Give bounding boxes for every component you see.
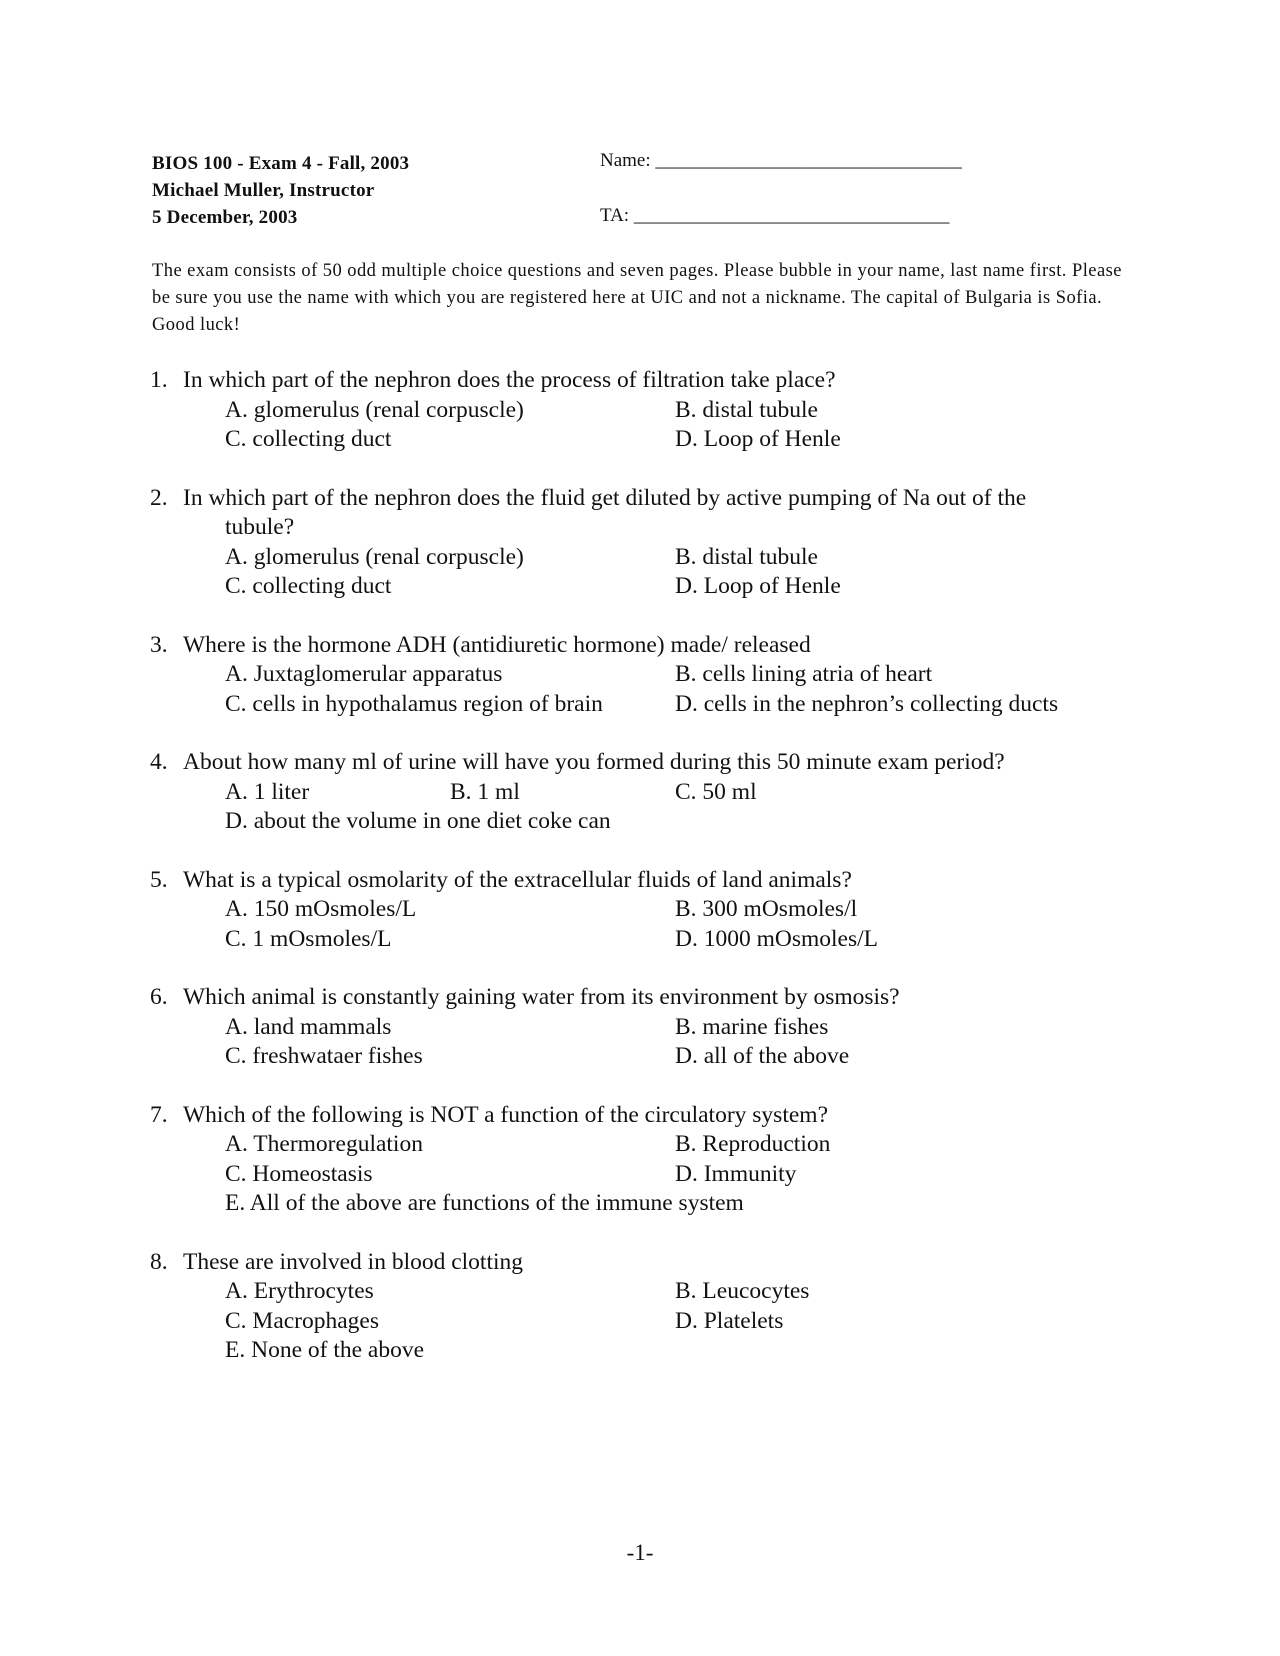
option-c: C. freshwataer fishes (225, 1043, 423, 1069)
option-c: C. 1 mOsmoles/L (225, 925, 392, 952)
option-b: B. distal tubule (675, 543, 818, 570)
question-4 (150, 748, 1150, 837)
exam-header (152, 150, 409, 231)
exam-date: 5 December, 2003 (152, 207, 298, 228)
question-2 (150, 484, 1150, 602)
option-a: A. 1 liter (225, 778, 310, 805)
question-5 (150, 866, 1150, 955)
question-number: 8. (150, 1248, 168, 1275)
question-1 (150, 366, 1150, 455)
course-title: BIOS 100 - Exam 4 - Fall, 2003 (152, 153, 410, 174)
question-number: 5. (150, 866, 168, 893)
question-number: 7. (150, 1101, 168, 1128)
name-blank[interactable]: __________________________________ (655, 150, 962, 171)
question-number: 4. (150, 749, 168, 775)
option-a: A. Juxtaglomerular apparatus (225, 661, 503, 687)
question-8 (150, 1248, 1150, 1366)
question-stem: Which of the following is NOT a function of the circulatory system? (183, 1101, 828, 1128)
option-c: C. cells in hypothalamus region of brain (225, 690, 603, 717)
option-b: B. cells lining atria of heart (675, 661, 933, 687)
option-e: E. All of the above are functions of the immune system (225, 1190, 744, 1216)
question-stem: What is a typical osmolarity of the extracellular fluids of land animals? (183, 866, 852, 893)
option-d: D. Platelets (675, 1307, 784, 1334)
ta-label: TA: (600, 205, 630, 226)
option-d: D. Loop of Henle (675, 573, 841, 599)
question-stem: Which animal is constantly gaining water from its environment by osmosis? (183, 984, 900, 1010)
option-a: A. Thermoregulation (225, 1131, 423, 1157)
option-b: B. 1 ml (450, 778, 520, 805)
ta-blank[interactable]: ___________________________________ (633, 205, 949, 226)
name-field[interactable] (600, 150, 961, 172)
instructor-line: Michael Muller, Instructor (152, 180, 375, 201)
question-stem: In which part of the nephron does the fluid get diluted by active pumping of Na out of the (183, 484, 1027, 511)
question-stem: Where is the hormone ADH (antidiuretic hormone) made/ released (183, 631, 811, 658)
option-b: B. 300 mOsmoles/l (675, 896, 858, 922)
question-number: 1. (150, 367, 168, 393)
option-e: E. None of the above (225, 1337, 425, 1363)
page-number: -1- (626, 1540, 654, 1565)
question-number: 3. (150, 631, 168, 658)
option-d: D. Loop of Henle (675, 426, 841, 452)
option-b: B. marine fishes (675, 1013, 829, 1040)
option-d: D. about the volume in one diet coke can (225, 808, 611, 834)
question-number: 2. (150, 484, 168, 511)
option-a: A. glomerulus (renal corpuscle) (225, 396, 524, 423)
question-list (150, 366, 1150, 1395)
option-a: A. Erythrocytes (225, 1278, 374, 1304)
question-3 (150, 631, 1150, 720)
option-c: C. collecting duct (225, 426, 392, 452)
option-c: C. 50 ml (675, 778, 757, 805)
option-d: D. cells in the nephron’s collecting ducts (675, 690, 1059, 717)
question-stem: About how many ml of urine will have you formed during this 50 minute exam period? (183, 749, 1005, 775)
option-b: B. Leucocytes (675, 1278, 810, 1304)
question-stem-continued: tubule? (225, 514, 295, 540)
name-label: Name: (600, 150, 651, 171)
option-d: D. all of the above (675, 1043, 850, 1069)
option-d: D. Immunity (675, 1160, 797, 1187)
question-stem: These are involved in blood clotting (183, 1248, 524, 1275)
question-stem: In which part of the nephron does the process of filtration take place? (183, 367, 836, 393)
option-a: A. land mammals (225, 1013, 392, 1040)
option-b: B. distal tubule (675, 396, 818, 423)
option-a: A. 150 mOsmoles/L (225, 896, 417, 922)
option-c: C. Homeostasis (225, 1160, 373, 1187)
option-b: B. Reproduction (675, 1131, 831, 1157)
option-a: A. glomerulus (renal corpuscle) (225, 543, 524, 570)
question-7 (150, 1101, 1150, 1219)
option-c: C. collecting duct (225, 573, 392, 599)
option-d: D. 1000 mOsmoles/L (675, 925, 879, 952)
ta-field[interactable] (600, 205, 949, 227)
question-number: 6. (150, 984, 168, 1010)
question-6 (150, 983, 1150, 1072)
exam-instructions: The exam consists of 50 odd multiple choice questions and seven pages. Please bubble in your name, last name first. Please be sure you use the name with which you are registered here at UIC and not a nickname. The capital of Bulgaria is Sofia. Good luck! (152, 261, 1122, 335)
option-c: C. Macrophages (225, 1307, 380, 1334)
